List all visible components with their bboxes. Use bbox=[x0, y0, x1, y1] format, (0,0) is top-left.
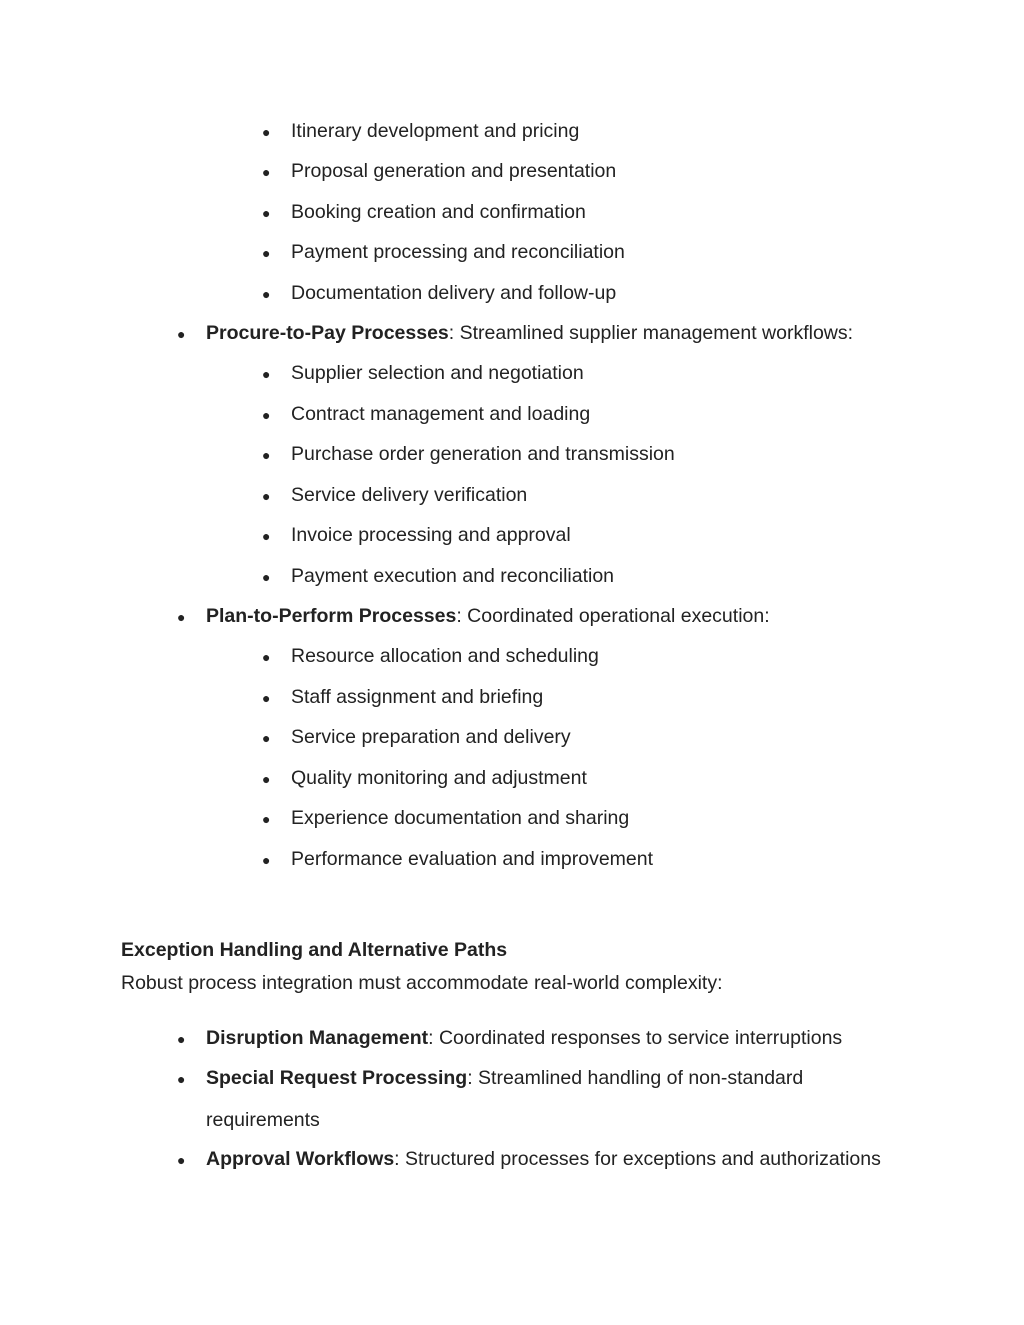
bullet-icon: ● bbox=[262, 569, 271, 585]
list-item-text: Itinerary development and pricing bbox=[291, 120, 580, 142]
term-label: Approval Workflows bbox=[206, 1148, 395, 1170]
bullet-icon: ● bbox=[177, 326, 186, 342]
bullet-icon: ● bbox=[262, 649, 271, 665]
section-heading: Exception Handling and Alternative Paths bbox=[121, 939, 508, 961]
list-item-text: Booking creation and confirmation bbox=[291, 201, 586, 223]
list-item-text: Experience documentation and sharing bbox=[291, 807, 630, 829]
list-item bbox=[0, 241, 1024, 265]
bullet-icon: ● bbox=[262, 124, 271, 140]
list-item bbox=[0, 645, 1024, 669]
list-item bbox=[0, 120, 1024, 144]
list-item-text: Staff assignment and briefing bbox=[291, 686, 544, 708]
list-item bbox=[0, 484, 1024, 508]
list-item-text: Purchase order generation and transmission bbox=[291, 443, 675, 465]
bullet-icon: ● bbox=[262, 690, 271, 706]
list-item-text: Documentation delivery and follow-up bbox=[291, 282, 617, 304]
list-item-text bbox=[206, 1148, 881, 1171]
bullet-icon: ● bbox=[262, 811, 271, 827]
term-description: : Streamlined handling of non-standard bbox=[467, 1067, 804, 1089]
term-label: Disruption Management bbox=[206, 1027, 429, 1049]
list-item bbox=[0, 160, 1024, 184]
list-item bbox=[0, 726, 1024, 750]
list-item-text: Service delivery verification bbox=[291, 484, 528, 506]
list-item bbox=[0, 282, 1024, 306]
bullet-icon: ● bbox=[177, 1071, 186, 1087]
term-label: Plan-to-Perform Processes bbox=[206, 605, 457, 627]
term-description: : Coordinated responses to service interruptions bbox=[428, 1027, 843, 1049]
list-item-text: Quality monitoring and adjustment bbox=[291, 767, 587, 789]
bullet-icon: ● bbox=[262, 205, 271, 221]
list-item-text: Supplier selection and negotiation bbox=[291, 362, 584, 384]
bullet-icon: ● bbox=[262, 730, 271, 746]
list-item bbox=[0, 565, 1024, 589]
list-item-text: Payment execution and reconciliation bbox=[291, 565, 615, 587]
term-label: Procure-to-Pay Processes bbox=[206, 322, 449, 344]
list-item-text: Payment processing and reconciliation bbox=[291, 241, 625, 263]
list-item bbox=[0, 686, 1024, 710]
term-label: Special Request Processing bbox=[206, 1067, 468, 1089]
bullet-icon: ● bbox=[262, 286, 271, 302]
bullet-icon: ● bbox=[177, 1031, 186, 1047]
bullet-icon: ● bbox=[262, 245, 271, 261]
bullet-icon: ● bbox=[262, 407, 271, 423]
bullet-icon: ● bbox=[177, 1152, 186, 1168]
list-item-text bbox=[206, 605, 770, 628]
bullet-icon: ● bbox=[262, 771, 271, 787]
list-item-continuation: requirements bbox=[206, 1109, 320, 1131]
list-item-text: Proposal generation and presentation bbox=[291, 160, 617, 182]
bullet-icon: ● bbox=[262, 852, 271, 868]
list-item-text: Service preparation and delivery bbox=[291, 726, 571, 748]
list-item bbox=[0, 524, 1024, 548]
list-item bbox=[0, 807, 1024, 831]
list-item-text bbox=[206, 1027, 842, 1050]
list-item-special-request-processing bbox=[0, 1067, 1024, 1091]
list-item bbox=[0, 362, 1024, 386]
list-item-disruption-management bbox=[0, 1027, 1024, 1051]
list-item bbox=[0, 767, 1024, 791]
bullet-icon: ● bbox=[262, 528, 271, 544]
bullet-icon: ● bbox=[262, 164, 271, 180]
term-description: : Coordinated operational execution: bbox=[456, 605, 770, 627]
bullet-icon: ● bbox=[262, 488, 271, 504]
bullet-icon: ● bbox=[262, 447, 271, 463]
list-item-text: Resource allocation and scheduling bbox=[291, 645, 599, 667]
list-item-text: Invoice processing and approval bbox=[291, 524, 571, 546]
list-item-text: Contract management and loading bbox=[291, 403, 591, 425]
list-item-text bbox=[206, 322, 853, 345]
list-item-text: Performance evaluation and improvement bbox=[291, 848, 654, 870]
list-item bbox=[0, 201, 1024, 225]
term-description: : Streamlined supplier management workflows: bbox=[448, 322, 854, 344]
term-description: : Structured processes for exceptions and authorizations bbox=[394, 1148, 881, 1170]
list-item-plan-to-perform bbox=[0, 605, 1024, 629]
list-item bbox=[0, 848, 1024, 872]
list-item bbox=[0, 403, 1024, 427]
bullet-icon: ● bbox=[262, 366, 271, 382]
list-item-text bbox=[206, 1067, 803, 1090]
list-item-procure-to-pay bbox=[0, 322, 1024, 346]
bullet-icon: ● bbox=[177, 609, 186, 625]
list-item bbox=[0, 443, 1024, 467]
section-intro: Robust process integration must accommodate real-world complexity: bbox=[121, 972, 723, 994]
list-item-approval-workflows bbox=[0, 1148, 1024, 1172]
